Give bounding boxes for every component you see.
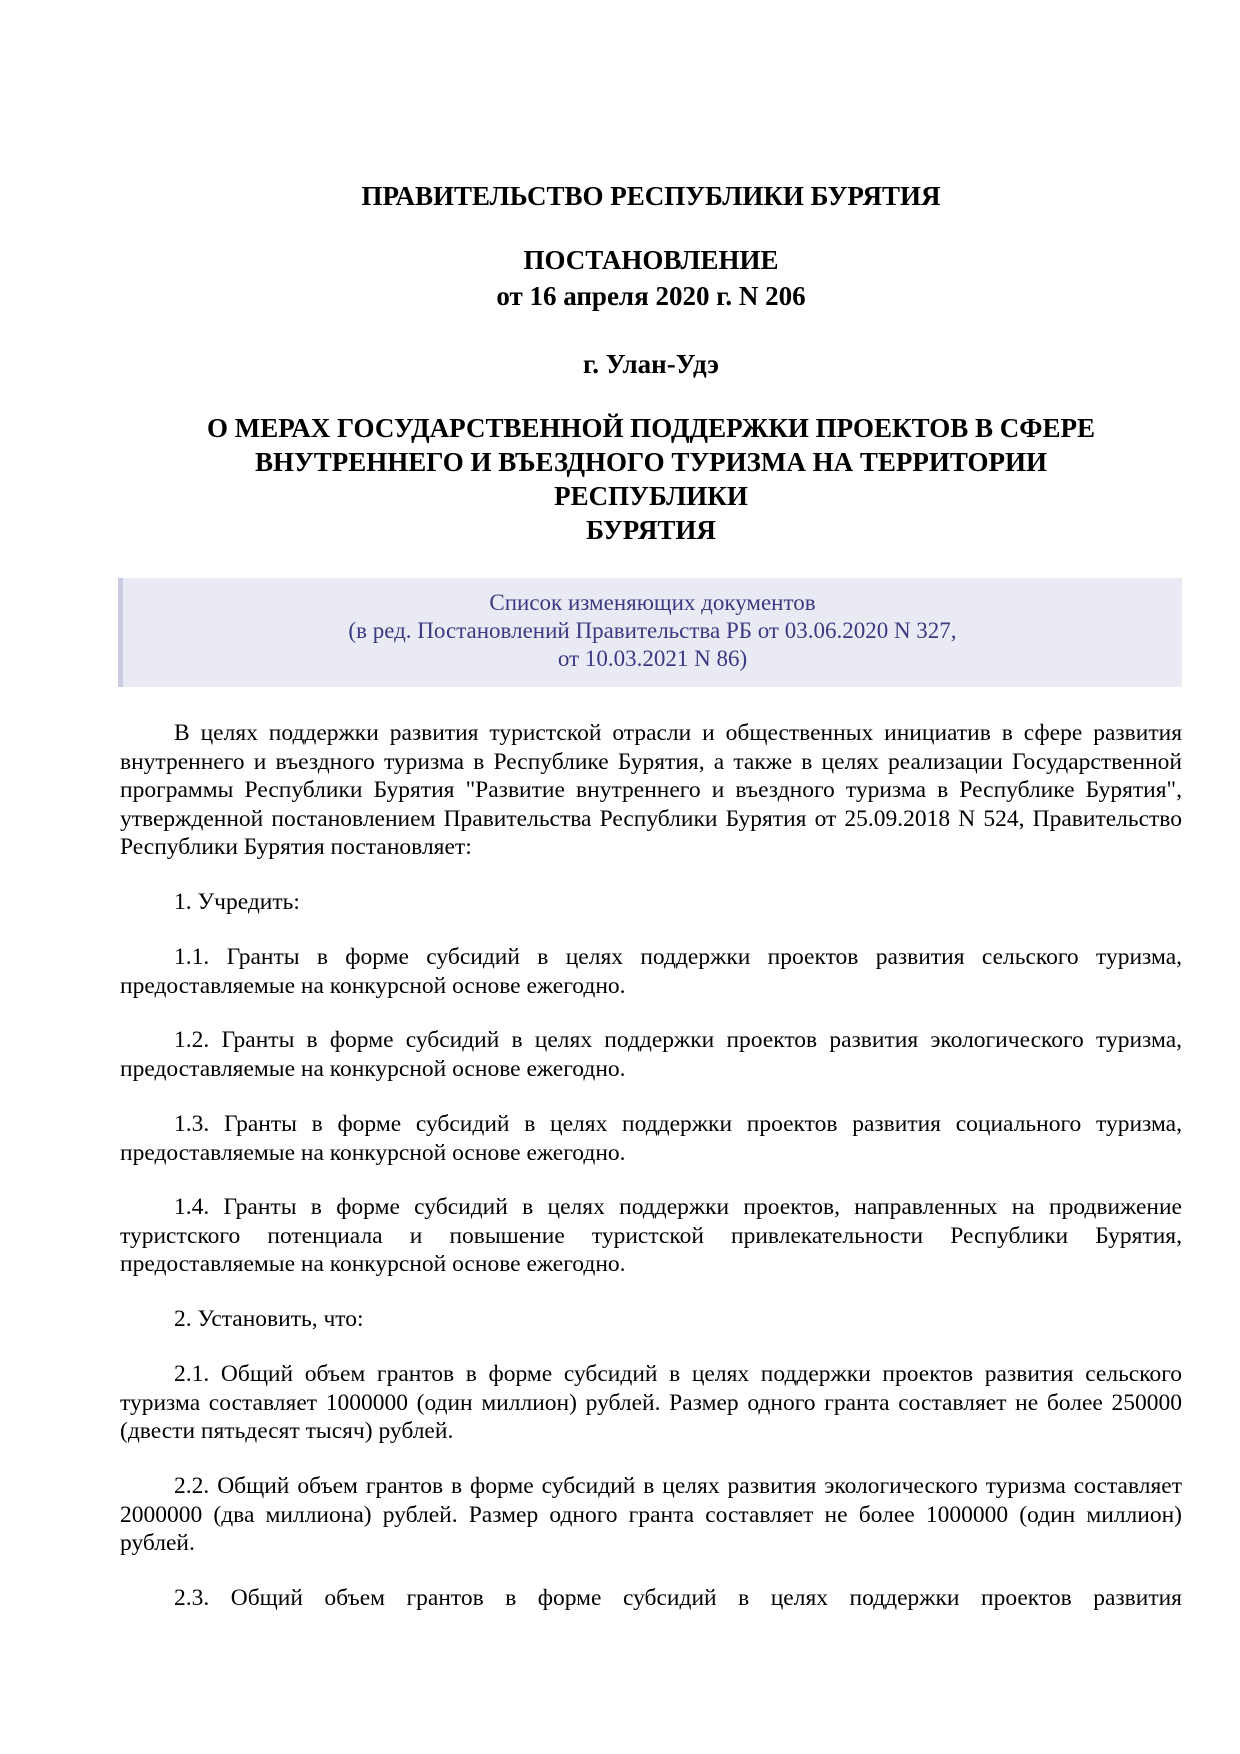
decree-city: г. Улан-Удэ xyxy=(583,349,719,379)
clause-1-1: 1.1. Гранты в форме субсидий в целях поддержки проектов развития сельского туризма, предоставляемые на конкурсной основе ежегодно. xyxy=(120,944,1182,999)
decree-title-line: О МЕРАХ ГОСУДАРСТВЕННОЙ ПОДДЕРЖКИ ПРОЕКТОВ В СФЕРЕ xyxy=(207,413,1095,443)
clause-1: 1. Учредить: xyxy=(174,889,300,915)
amendments-heading: Список изменяющих документов xyxy=(489,590,816,615)
decree-title-line: ВНУТРЕННЕГО И ВЪЕЗДНОГО ТУРИЗМА НА ТЕРРИТОРИИ xyxy=(254,447,1048,477)
clause-2-3: 2.3. Общий объем грантов в форме субсидий в целях поддержки проектов развития xyxy=(174,1585,1182,1611)
clause-2-1: 2.1. Общий объем грантов в форме субсидий в целях поддержки проектов развития сельского туризма составляет 1000000 (один миллион) рублей. Размер одного гранта составляет не более 250000 (двести пятьдесят тысяч) рублей. xyxy=(120,1361,1182,1445)
amendments-line: (в ред. Постановлений Правительства РБ от 03.06.2020 N 327, xyxy=(348,618,957,643)
decree-title-line: РЕСПУБЛИКИ xyxy=(554,481,748,511)
government-name: ПРАВИТЕЛЬСТВО РЕСПУБЛИКИ БУРЯТИЯ xyxy=(361,181,941,211)
clause-2-2: 2.2. Общий объем грантов в форме субсидий в целях развития экологического туризма составляет 2000000 (два миллиона) рублей. Размер одного гранта составляет не более 1000000 (один миллион) рублей. xyxy=(120,1473,1182,1557)
amendments-line: от 10.03.2021 N 86) xyxy=(557,646,748,671)
decree-type: ПОСТАНОВЛЕНИЕ xyxy=(523,245,779,275)
decree-date: от 16 апреля 2020 г. N 206 xyxy=(496,281,806,311)
clause-1-2: 1.2. Гранты в форме субсидий в целях поддержки проектов развития экологического туризма, предоставляемые на конкурсной основе ежегодно. xyxy=(120,1027,1182,1082)
amendments-box xyxy=(118,578,1182,687)
clause-2: 2. Установить, что: xyxy=(174,1306,364,1332)
preamble-paragraph: В целях поддержки развития туристской отрасли и общественных инициатив в сфере развития внутреннего и въездного туризма в Республике Бурятия, а также в целях реализации Государственной программы Республики Бурятия "Развитие внутреннего и въездного туризма в Республике Бурятия", утвержденной постановлением Правительства Республики Бурятия от 25.09.2018 N 524, Правительство Республики Бурятия постановляет: xyxy=(120,720,1182,861)
clause-1-4: 1.4. Гранты в форме субсидий в целях поддержки проектов, направленных на продвижение туристского потенциала и повышение туристской привлекательности Республики Бурятия, предоставляемые на конкурсной основе ежегодно. xyxy=(120,1194,1182,1278)
decree-title-line: БУРЯТИЯ xyxy=(586,515,716,545)
clause-1-3: 1.3. Гранты в форме субсидий в целях поддержки проектов развития социального туризма, предоставляемые на конкурсной основе ежегодно. xyxy=(120,1111,1182,1166)
